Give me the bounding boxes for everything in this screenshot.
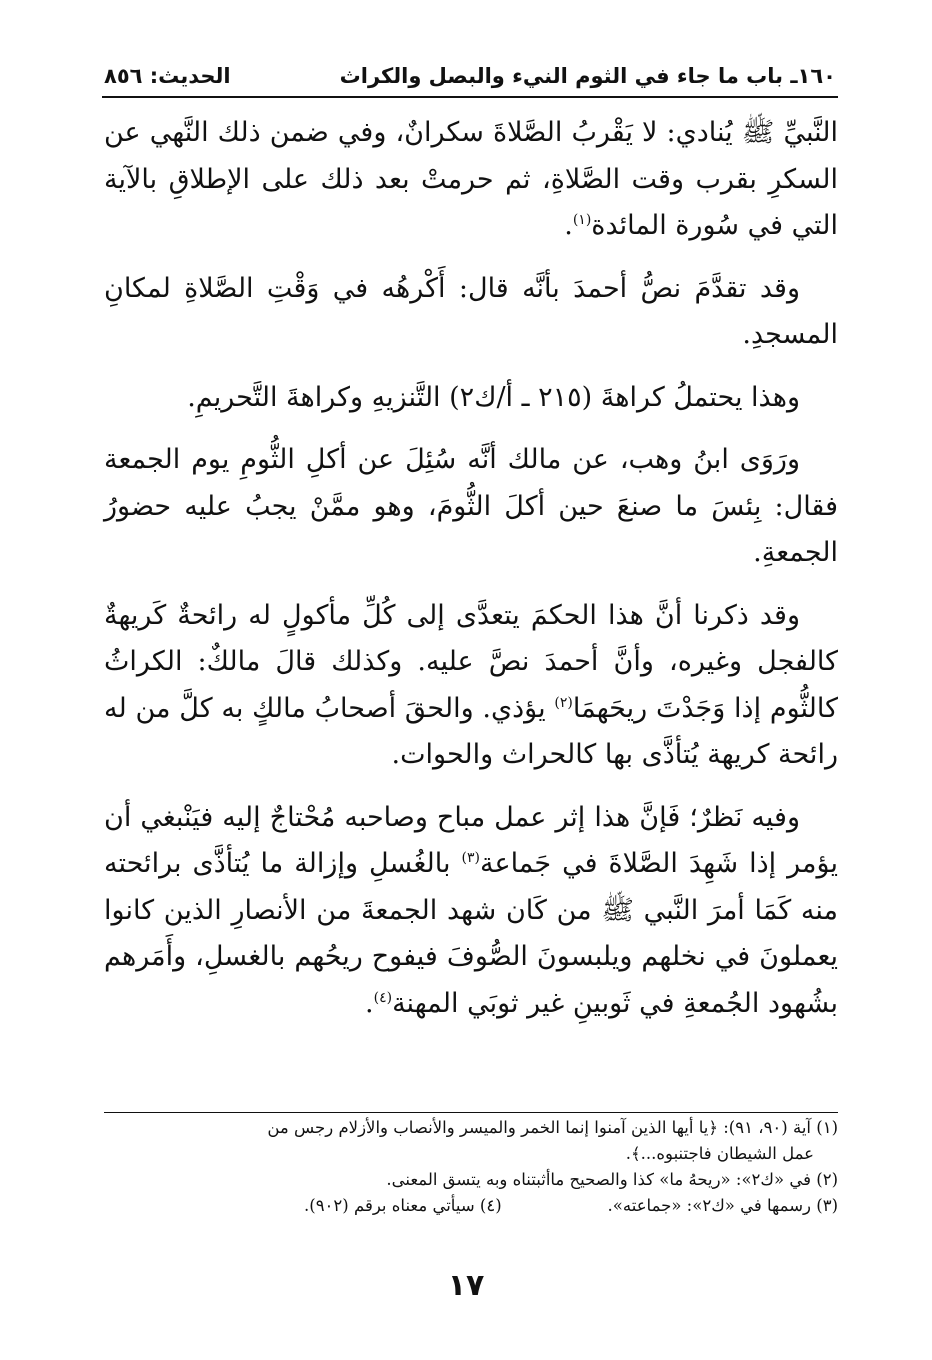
main-text <box>104 110 838 1043</box>
footnote-rule <box>104 1112 838 1113</box>
footnote-marker: (٢) <box>554 694 573 711</box>
hadith-number: الحديث: ٨٥٦ <box>104 64 231 88</box>
page-number: ١٧ <box>447 1268 485 1303</box>
footnote-marker: (٣) <box>461 850 480 866</box>
running-header <box>104 58 836 94</box>
paragraph: وهذا يحتملُ كراهةَ (٢١٥ ـ أ/ك٢) التَّنزيهِ وكراهةَ التَّحريمِ. <box>187 381 800 413</box>
header-rule <box>102 96 838 98</box>
footnotes <box>104 1115 838 1219</box>
footnote-marker: (١) <box>572 212 592 228</box>
paragraph: النَّبيِّ ﷺ يُنادي: لا يَقْربُ الصَّلاةَ سكرانٌ، وفي ضمن ذلك النَّهي عن السكرِ بقرب وقت الصَّلاةِ، ثم حرمتْ بعد ذلك على الإطلاقِ بالآية التي في سُورة المائدة$^{(١)}$. <box>104 117 838 241</box>
chapter-title: ١٦٠ـ باب ما جاء في الثوم النيء والبصل والكراث <box>339 64 836 88</box>
paragraph: وقد ذكرنا أنَّ هذا الحكمَ يتعدَّى إلى كُلِّ مأكولٍ له رائحةٌ كَريهةٌ كالفجل وغيره، وأنَّ أحمدَ نصَّ عليه. وكذلك قالَ مالكٌ: الكراثُ كالثُّوم إذا وَجَدْتَ ريحَهمَا$^{(٢)}$ يؤذي. والحقَ أصحابُ مالكٍ به كلَّ من له رائحة كريهة يُتأذَّى بها كالحراث والحوات. <box>104 599 838 770</box>
paragraph: وقد تقدَّمَ نصُّ أحمدَ بأنَّه قال: أَكْرهُه في وَقْتِ الصَّلاةِ لمكانِ المسجدِ. <box>104 272 838 350</box>
paragraph: وفيه نَظرٌ؛ فَإنَّ هذا إثر عمل مباح وصاحبه مُحْتاجٌ إليه فيَنْبغي أن يؤمر إذا شَهِدَ الصَّلاةَ في جَماعة$^{(٣)}$ بالغُسلِ وإزالة ما يُتأذَّى برائحته منه كَمَا أمرَ النَّبي ﷺ من كَان شهد الجمعةَ من الأنصارِ الذين كانوا يعملونَ في نخلهم ويلبسونَ الصُّوفَ فيفوح ريحُهم بالغسلِ، وأَمَرهم بشُهود الجُمعةِ في ثَوبينِ غير ثوبَي المهنة$^{(٤)}$. <box>104 801 838 1019</box>
paragraph: ورَوَى ابنُ وهب، عن مالك أنَّه سُئِلَ عن أكلِ الثُّومِ يوم الجمعة فقال: بِئسَ ما صنعَ حين أكلَ الثُّومَ، وهو ممَّنْ يجبُ عليه حضورُ الجمعةِ. <box>104 444 838 568</box>
footnote-1: (١) آية (٩٠، ٩١): ﴿يا أيها الذين آمنوا إنما الخمر والميسر والأنصاب والأزلام رجس من <box>267 1118 838 1137</box>
footnote-1-continued: عمل الشيطان فاجتنبوه...﴾. <box>625 1144 814 1163</box>
footnote-marker: (٤) <box>373 989 393 1006</box>
footnote-row <box>104 1193 838 1219</box>
footnote-2: (٢) في «ك٢»: «ريحهُ ما» كذا والصحيح ماأثبتناه وبه يتسق المعنى. <box>386 1170 838 1189</box>
footnote-3: (٣) رسمها في «ك٢»: «جماعته». <box>607 1196 838 1215</box>
footnote-4: (٤) سيأتي معناه برقم (٩٠٢). <box>304 1196 502 1215</box>
